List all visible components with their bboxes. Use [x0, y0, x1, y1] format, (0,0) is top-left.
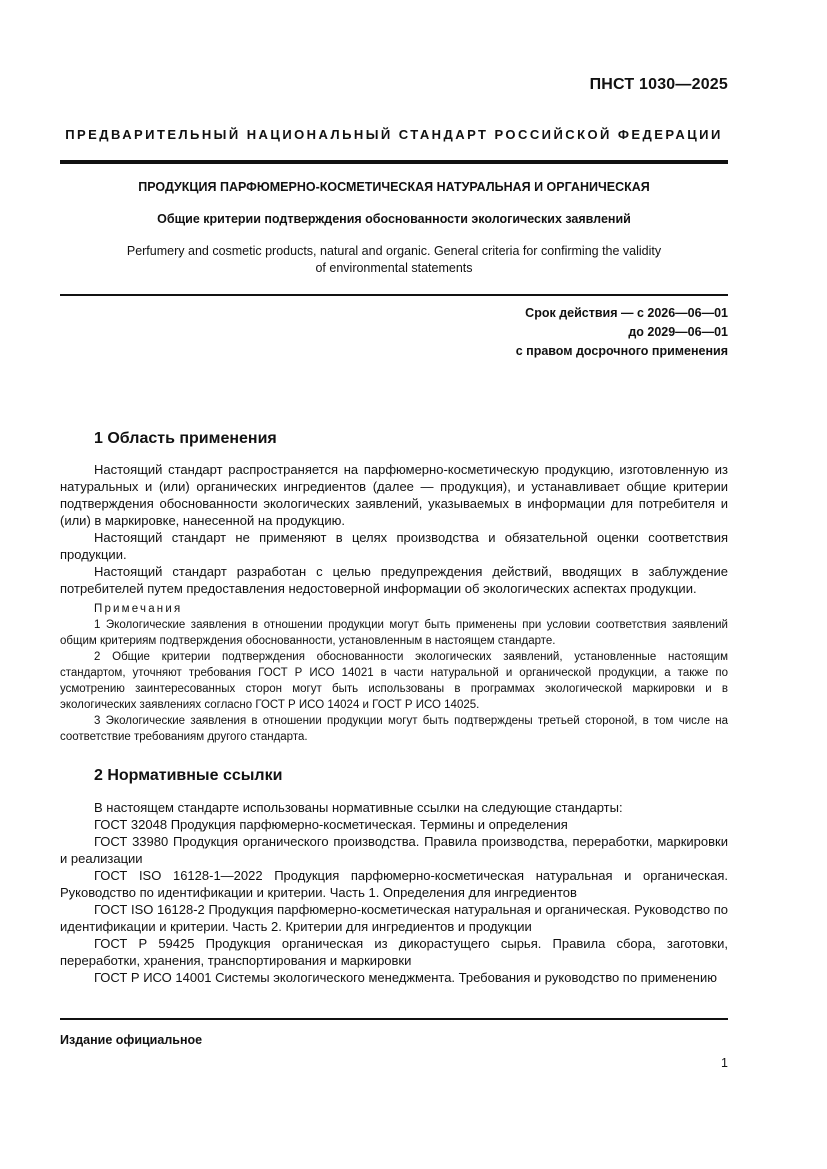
note-item: 1 Экологические заявления в отношении продукции могут быть применены при условии соответствия заявлений общим критериям подтверждения обоснованности, установленным в настоящем стандарте.: [60, 619, 728, 647]
english-title-line-2: of environmental statements: [315, 261, 473, 275]
section-2-body: [60, 799, 728, 986]
standard-code: ПНСТ 1030—2025: [589, 76, 728, 93]
official-edition-label: Издание официальное: [60, 1033, 203, 1047]
section-1-paragraph: Настоящий стандарт разработан с целью предупреждения действий, вводящих в заблуждение потребителей путем предоставления недостоверной информации об экологических аспектах продукции.: [60, 564, 728, 596]
reference-item: ГОСТ ISO 16128-2 Продукция парфюмерно-косметическая натуральная и органическая. Руководство по идентификации и критерии. Часть 2. Критерии для ингредиентов и продукции: [60, 902, 728, 934]
validity-period: [516, 304, 728, 361]
section-1-paragraph: Настоящий стандарт не применяют в целях производства и обязательной оценки соответствия продукции.: [60, 530, 728, 562]
section-1-notes: [60, 601, 728, 745]
section-1-body: [60, 461, 728, 597]
reference-item: ГОСТ Р 59425 Продукция органическая из дикорастущего сырья. Правила сбора, заготовки, переработки, хранения, транспортирования и маркировки: [60, 936, 728, 968]
notes-heading: Примечания: [94, 603, 183, 615]
early-application: с правом досрочного применения: [515, 344, 728, 358]
footer-divider: [60, 1018, 728, 1020]
document-subtitle: Общие критерии подтверждения обоснованности экологических заявлений: [157, 212, 631, 226]
section-1-paragraph: Настоящий стандарт распространяется на парфюмерно-косметическую продукцию, изготовленную из натуральных и (или) органических ингредиентов (далее — продукция), и устанавливает общие критерии подтверждения обоснованности экологических заявлений, указываемых в информации для потребителя и (или) в маркировке, нанесенной на продукцию.: [60, 462, 728, 528]
reference-item: ГОСТ 32048 Продукция парфюмерно-косметическая. Термины и определения: [94, 817, 568, 832]
validity-end: до 2029—06—01: [628, 325, 728, 339]
reference-item: ГОСТ 33980 Продукция органического производства. Правила производства, переработки, маркировки и реализации: [60, 834, 728, 866]
note-item: 2 Общие критерии подтверждения обоснованности экологических заявлений, установленные настоящим стандартом, уточняют требования ГОСТ Р ИСО 14021 в части натуральной и органической продукции, а также по усмотрению заинтересованных сторон могут быть использованы в программах экологической маркировки и в экологических заявлениях согласно ГОСТ Р ИСО 14024 и ГОСТ Р ИСО 14025.: [60, 651, 728, 711]
reference-item: ГОСТ ISO 16128-1—2022 Продукция парфюмерно-косметическая натуральная и органическая. Руководство по идентификации и критерии. Часть 1. Определения для ингредиентов: [60, 868, 728, 900]
document-title: ПРОДУКЦИЯ ПАРФЮМЕРНО-КОСМЕТИЧЕСКАЯ НАТУРАЛЬНАЯ И ОРГАНИЧЕСКАЯ: [138, 180, 650, 194]
standard-type: ПРЕДВАРИТЕЛЬНЫЙ НАЦИОНАЛЬНЫЙ СТАНДАРТ РОССИЙСКОЙ ФЕДЕРАЦИИ: [65, 127, 723, 142]
note-item: 3 Экологические заявления в отношении продукции могут быть подтверждены третьей стороной, в том числе на соответствие требованиям другого стандарта.: [60, 715, 728, 743]
english-title-line-1: Perfumery and cosmetic products, natural and organic. General criteria for confirming the validity: [126, 244, 662, 258]
section-2-intro: В настоящем стандарте использованы нормативные ссылки на следующие стандарты:: [94, 800, 623, 815]
title-divider: [60, 294, 728, 296]
header-divider: [60, 160, 728, 164]
english-title: [60, 243, 728, 277]
section-1-heading: 1 Область применения: [94, 430, 277, 447]
section-2-heading: 2 Нормативные ссылки: [94, 767, 283, 784]
validity-start: Срок действия — с 2026—06—01: [525, 306, 728, 320]
reference-item: ГОСТ Р ИСО 14001 Системы экологического менеджмента. Требования и руководство по применению: [94, 970, 717, 985]
page-number: 1: [721, 1056, 728, 1070]
